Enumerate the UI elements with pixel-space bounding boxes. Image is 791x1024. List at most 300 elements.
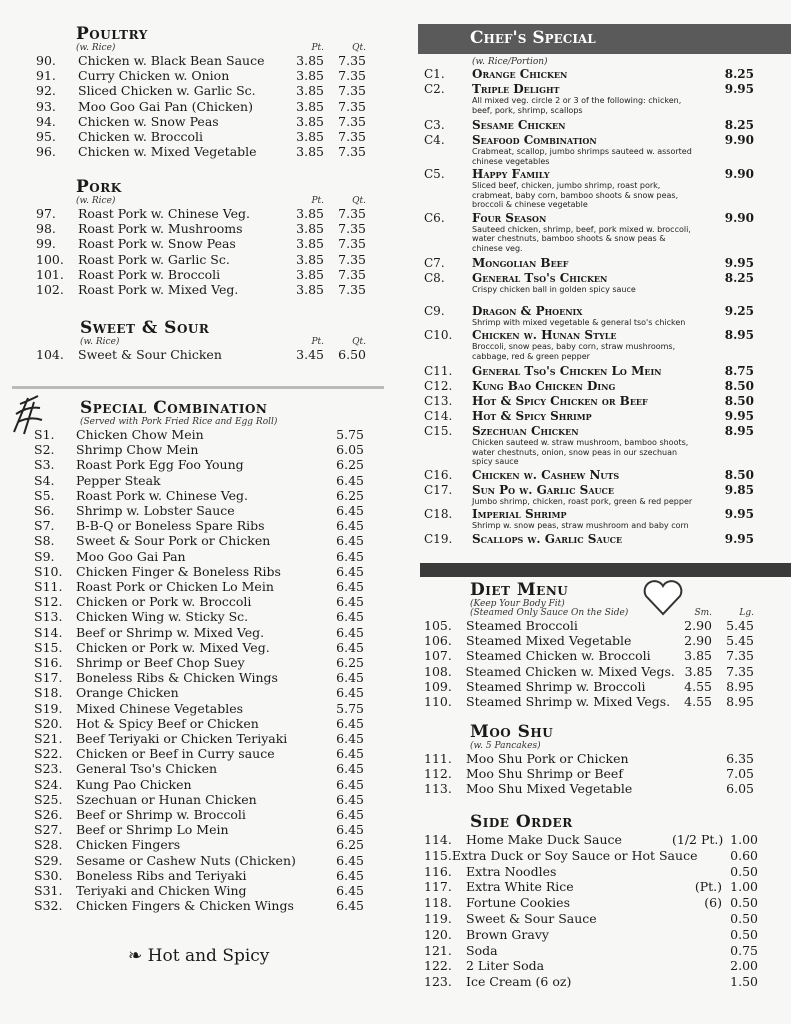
item-name: 2 Liter Soda [466, 958, 545, 974]
pt-header: Pt. [311, 337, 324, 347]
list-item [34, 579, 364, 594]
item-number: 94. [36, 113, 56, 129]
item-number: C12. [424, 379, 453, 393]
list-item [424, 927, 758, 943]
chili-icon: ❧ [128, 946, 143, 966]
item-description: Shrimp with mixed vegetable & general tso's chicken [472, 317, 686, 327]
item-number: 90. [36, 53, 56, 68]
chef-item-row [424, 394, 754, 408]
item-note [672, 927, 722, 943]
chef-item [424, 532, 754, 546]
item-price: 6.45 [336, 670, 364, 686]
list-item [424, 648, 754, 663]
item-name: General Tso's Chicken Lo Mein [472, 364, 662, 378]
item-price: 6.45 [336, 791, 364, 807]
list-item [34, 442, 364, 457]
item-number: 120. [424, 926, 452, 942]
item-name: Moo Goo Gai Pan [76, 548, 186, 564]
list-item [34, 883, 364, 898]
item-description: Sliced beef, chicken, jumbo shrimp, roast pork, crabmeat, baby corn, bamboo shoots & snow peas, broccoli & chinese vegetable [472, 181, 679, 209]
list-item [34, 549, 364, 564]
item-number: 96. [36, 144, 56, 160]
item-price: 6.45 [336, 898, 364, 914]
item-name: Boneless Ribs and Teriyaki [76, 867, 247, 883]
item-number: C1. [424, 67, 445, 81]
item-name: B-B-Q or Boneless Spare Ribs [76, 518, 265, 534]
item-name: Extra Noodles [466, 863, 557, 879]
list-item [36, 221, 366, 236]
item-name: Chicken w. Broccoli [78, 129, 203, 145]
price-small: 3.85 [296, 83, 324, 99]
item-name: Hot & Spicy Beef or Chicken [76, 715, 259, 731]
price-small: 3.85 [296, 251, 324, 267]
item-name: Roast Pork w. Broccoli [78, 266, 221, 282]
section-subtitle: (Keep Your Body Fit) [470, 599, 565, 609]
item-number: 91. [36, 68, 56, 84]
item-note: (6) [704, 895, 722, 911]
item-number: C18. [424, 507, 453, 521]
item-number: 111. [424, 751, 452, 766]
chef-item-row [424, 304, 754, 318]
price-small: 3.85 [296, 129, 324, 145]
list-item [34, 701, 364, 716]
item-name: Roast Pork Egg Foo Young [76, 457, 244, 473]
price-large: 7.35 [338, 236, 366, 252]
item-price: 9.90 [724, 167, 754, 181]
list-item [36, 282, 366, 297]
item-price: 6.45 [336, 472, 364, 488]
list-item [36, 83, 366, 98]
pt-header: Pt. [311, 196, 324, 206]
chef-item-row [424, 67, 754, 81]
chef-item [424, 304, 754, 328]
item-name: Mixed Chinese Vegetables [76, 700, 244, 716]
item-price: 0.50 [730, 910, 758, 926]
chef-item-row [424, 379, 754, 393]
chef-item [424, 167, 754, 210]
price-small: 4.55 [684, 678, 712, 694]
item-number: C17. [424, 482, 453, 497]
moo-shu-section [424, 722, 754, 797]
chef-item-row [424, 328, 754, 342]
chef-item [424, 379, 754, 393]
item-number: 122. [424, 958, 452, 974]
item-price: 6.45 [336, 852, 364, 868]
chef-item-row [424, 211, 754, 225]
list-item [424, 974, 758, 990]
item-number: 100. [36, 251, 64, 267]
item-name: Chicken w. Black Bean Sauce [78, 53, 265, 68]
item-number: S5. [34, 487, 55, 503]
item-name: Roast Pork w. Chinese Veg. [78, 206, 251, 221]
item-number: 101. [36, 266, 64, 282]
price-small: 3.45 [296, 347, 324, 362]
item-name: Extra Duck or Soy Sauce or Hot Sauce [451, 847, 698, 863]
item-name: Imperial Shrimp [472, 507, 567, 521]
lg-header: Lg. [739, 608, 754, 618]
item-price: 6.05 [336, 442, 364, 458]
item-number: C13. [424, 394, 453, 408]
item-name: Home Make Duck Sauce [466, 832, 622, 847]
item-name: Sesame or Cashew Nuts (Chicken) [76, 852, 296, 868]
section-subtitle: (w. Rice) [80, 337, 120, 347]
item-note [672, 911, 722, 927]
item-number: 112. [424, 766, 452, 782]
item-name: Sliced Chicken w. Garlic Sc. [78, 83, 256, 99]
chef-item-row [424, 424, 754, 438]
item-name: Happy Family [472, 167, 550, 181]
item-price: 5.75 [336, 427, 364, 442]
item-price: 6.45 [336, 579, 364, 595]
price-large: 7.35 [338, 251, 366, 267]
list-item [34, 564, 364, 579]
item-number: S10. [34, 563, 63, 579]
item-name: Steamed Chicken w. Mixed Vegs. [465, 663, 675, 679]
item-number: 114. [424, 832, 452, 847]
item-name: Seafood Combination [472, 133, 597, 147]
chef-item [424, 409, 754, 423]
section-subtitle: (w. Rice/Portion) [472, 57, 548, 67]
list-item [34, 853, 364, 868]
special-combination-section [34, 398, 364, 914]
item-price: 6.45 [336, 715, 364, 731]
item-name: Steamed Chicken w. Broccoli [466, 648, 651, 664]
list-item [424, 911, 758, 927]
item-number: 119. [424, 910, 452, 926]
item-name: Roast Pork w. Chinese Veg. [76, 487, 249, 503]
item-price: 6.25 [336, 655, 364, 671]
heart-icon [640, 578, 686, 618]
price-large: 7.35 [726, 648, 754, 664]
item-name: Chicken or Pork w. Mixed Veg. [76, 639, 270, 655]
item-number: C15. [424, 424, 453, 438]
chef-special-title: Chef's Special [470, 28, 596, 48]
item-name: Roast Pork or Chicken Lo Mein [76, 579, 274, 595]
price-small: 3.85 [296, 221, 324, 237]
item-number: C16. [424, 467, 453, 482]
list-item [34, 655, 364, 670]
chef-item-row [424, 468, 754, 482]
item-note [672, 864, 722, 880]
item-name: Chicken Wing w. Sticky Sc. [76, 609, 249, 625]
item-name: Moo Shu Mixed Vegetable [466, 781, 633, 797]
item-number: 113. [424, 781, 452, 797]
section-subtitle-2: (Steamed Only Sauce On the Side) [470, 608, 629, 618]
item-price: 8.25 [724, 118, 754, 132]
item-name: Triple Delight [472, 82, 560, 96]
item-price: 0.50 [730, 926, 758, 942]
item-number: C4. [424, 133, 445, 147]
item-number: 104. [36, 347, 64, 362]
chef-item [424, 328, 754, 361]
item-price: 0.60 [730, 847, 758, 863]
price-small: 3.85 [296, 53, 324, 68]
item-name: Pepper Steak [76, 472, 161, 488]
item-name: Mongolian Beef [472, 256, 569, 270]
item-name: Dragon & Phoenix [472, 303, 583, 318]
section-title: Poultry [76, 24, 148, 44]
chef-item [424, 364, 754, 378]
diet-menu-section [424, 580, 754, 709]
list-item [34, 625, 364, 640]
item-price: 9.95 [724, 531, 754, 546]
item-name: Beef or Shrimp w. Mixed Veg. [76, 624, 265, 640]
list-item [34, 822, 364, 837]
item-number: C19. [424, 531, 453, 546]
item-number: C14. [424, 409, 453, 423]
chef-item [424, 256, 754, 270]
qt-header: Qt. [352, 43, 366, 53]
item-name: Shrimp or Beef Chop Suey [76, 655, 245, 671]
chef-item-row [424, 532, 754, 546]
item-number: S18. [34, 685, 63, 701]
item-name: Chicken or Pork w. Broccoli [76, 594, 252, 610]
item-price: 6.25 [336, 487, 364, 503]
item-note [672, 974, 722, 990]
pork-section [36, 177, 366, 297]
item-number: 116. [424, 863, 452, 879]
chef-item [424, 211, 754, 254]
list-item [34, 716, 364, 731]
item-number: S7. [34, 518, 55, 534]
item-number: S26. [34, 807, 63, 823]
price-large: 6.50 [338, 347, 366, 362]
list-item [34, 807, 364, 822]
section-subtitle: (w. 5 Pancakes) [470, 741, 541, 751]
item-number: 105. [424, 618, 452, 633]
poultry-section [36, 24, 366, 159]
item-price: 8.25 [724, 67, 754, 81]
chef-item-row [424, 82, 754, 96]
item-name: Chicken or Beef in Curry sauce [76, 746, 275, 762]
list-item [36, 68, 366, 83]
chef-item-row [424, 507, 754, 521]
item-number: 97. [36, 206, 56, 221]
price-small: 3.85 [296, 98, 324, 114]
item-number: 109. [424, 678, 452, 694]
item-number: S13. [34, 609, 63, 625]
item-number: C11. [424, 364, 453, 378]
price-small: 3.85 [684, 648, 712, 664]
item-number: S23. [34, 761, 63, 777]
item-name: Moo Shu Pork or Chicken [466, 751, 629, 766]
list-item [34, 777, 364, 792]
item-name: Kung Bao Chicken Ding [472, 379, 616, 393]
price-large: 7.35 [338, 221, 366, 237]
item-name: Chicken Fingers & Chicken Wings [76, 898, 294, 914]
item-number: S2. [34, 442, 55, 458]
list-item [34, 473, 364, 488]
chef-item [424, 424, 754, 467]
item-name: Chicken Fingers [76, 837, 181, 853]
item-number: S32. [34, 898, 63, 914]
item-name: Extra White Rice [466, 879, 574, 895]
item-number: 106. [424, 633, 452, 649]
item-price: 6.35 [726, 751, 754, 766]
item-note [672, 958, 722, 974]
item-name: General Tso's Chicken [76, 761, 218, 777]
price-large: 8.95 [726, 694, 754, 710]
list-item [34, 427, 364, 442]
item-description: Chicken sauteed w. straw mushroom, bamboo shoots, water chestnuts, onion, snow peas in our szechuan spicy sauce [472, 438, 689, 466]
item-price: 6.45 [336, 685, 364, 701]
list-item [424, 879, 758, 895]
price-large: 7.35 [338, 266, 366, 282]
item-price: 8.95 [724, 424, 754, 438]
item-price: 8.25 [724, 271, 754, 285]
item-price: 6.45 [336, 533, 364, 549]
section-title: Side Order [470, 812, 573, 832]
item-price: 1.00 [730, 879, 758, 895]
list-item [34, 868, 364, 883]
price-large: 7.35 [338, 282, 366, 298]
item-name: Sesame Chicken [472, 118, 566, 132]
item-price: 6.45 [336, 518, 364, 534]
list-item [36, 144, 366, 159]
list-item [36, 206, 366, 221]
item-name: Roast Pork w. Garlic Sc. [78, 251, 230, 267]
item-number: C2. [424, 82, 445, 96]
list-item [424, 766, 754, 781]
item-price: 6.45 [336, 624, 364, 640]
item-number: S22. [34, 746, 63, 762]
chef-item-row [424, 483, 754, 497]
list-item [424, 848, 758, 864]
item-name: Sweet & Sour Pork or Chicken [76, 533, 271, 549]
item-number: S6. [34, 503, 55, 519]
item-name: Shrimp w. Lobster Sauce [76, 503, 235, 519]
item-name: Roast Pork w. Mixed Veg. [78, 282, 239, 298]
item-price: 9.85 [724, 482, 754, 497]
item-name: Scallops w. Garlic Sauce [472, 531, 623, 546]
item-number: 99. [36, 236, 56, 252]
item-name: Fortune Cookies [466, 895, 570, 911]
item-name: Hot & Spicy Shrimp [472, 409, 592, 423]
list-item [34, 503, 364, 518]
chef-special-section [424, 58, 754, 547]
list-item [424, 864, 758, 880]
list-item [34, 746, 364, 761]
box-border [12, 386, 384, 389]
chef-item [424, 82, 754, 115]
price-small: 2.90 [684, 633, 712, 649]
item-price: 1.50 [730, 974, 758, 990]
item-number: S24. [34, 776, 63, 792]
item-name: Sun Po w. Garlic Sauce [472, 482, 614, 497]
price-large: 7.35 [338, 113, 366, 129]
item-number: S1. [34, 427, 55, 442]
item-price: 6.45 [336, 883, 364, 899]
item-name: Orange Chicken [472, 67, 568, 81]
item-number: S28. [34, 837, 63, 853]
legend-text: Hot and Spicy [147, 946, 270, 966]
item-name: Soda [466, 942, 498, 958]
item-number: S25. [34, 791, 63, 807]
item-name: Szechuan or Hunan Chicken [76, 791, 257, 807]
item-price: 6.45 [336, 807, 364, 823]
sweet-sour-section [36, 318, 366, 362]
list-item [34, 837, 364, 852]
item-price: 8.75 [724, 364, 754, 378]
price-large: 5.45 [726, 633, 754, 649]
list-item [36, 53, 366, 68]
item-price: 8.95 [724, 328, 754, 342]
item-name: Chicken w. Cashew Nuts [472, 467, 620, 482]
item-price: 6.45 [336, 731, 364, 747]
list-item [34, 609, 364, 624]
item-price: 9.95 [724, 82, 754, 96]
item-name: Curry Chicken w. Onion [78, 68, 230, 84]
item-number: S14. [34, 624, 63, 640]
item-description: Crabmeat, scallop, jumbo shrimps sauteed w. assorted chinese vegetables [472, 147, 692, 166]
chef-item-row [424, 271, 754, 285]
item-number: S21. [34, 731, 63, 747]
price-small: 4.55 [684, 694, 712, 710]
chef-item-row [424, 256, 754, 270]
item-number: 110. [424, 694, 452, 710]
item-price: 0.50 [730, 895, 758, 911]
item-number: 115. [424, 847, 452, 863]
item-price: 6.45 [336, 548, 364, 564]
item-name: Chicken w. Hunan Style [472, 328, 617, 342]
item-price: 6.45 [336, 503, 364, 519]
item-name: Sweet & Sour Sauce [466, 910, 597, 926]
item-number: C7. [424, 256, 445, 270]
item-name: Chicken w. Snow Peas [78, 113, 219, 129]
item-number: S30. [34, 867, 63, 883]
list-item [424, 781, 754, 796]
list-item [36, 129, 366, 144]
chef-item [424, 271, 754, 295]
item-number: S27. [34, 822, 63, 838]
item-price: 0.75 [730, 942, 758, 958]
item-number: 108. [424, 663, 452, 679]
price-small: 3.85 [296, 113, 324, 129]
list-item [36, 252, 366, 267]
price-large: 7.35 [338, 144, 366, 160]
list-item [34, 670, 364, 685]
list-item [36, 267, 366, 282]
chef-item-row [424, 167, 754, 181]
item-number: 118. [424, 895, 452, 911]
price-large: 7.35 [338, 83, 366, 99]
section-title: Diet Menu [470, 580, 569, 600]
list-item [424, 679, 754, 694]
item-number: S15. [34, 639, 63, 655]
item-name: Chicken Finger & Boneless Ribs [76, 563, 281, 579]
price-small: 3.85 [296, 206, 324, 221]
item-name: Steamed Broccoli [466, 618, 578, 633]
item-number: S29. [34, 852, 63, 868]
chef-item [424, 483, 754, 507]
item-name: Moo Goo Gai Pan (Chicken) [78, 98, 253, 114]
item-number: 95. [36, 129, 56, 145]
price-large: 7.35 [726, 663, 755, 679]
item-name: Four Season [472, 210, 547, 225]
list-item [424, 694, 754, 709]
list-item [34, 533, 364, 548]
item-name: General Tso's Chicken [472, 271, 608, 285]
list-item [34, 457, 364, 472]
item-price: 6.45 [336, 563, 364, 579]
item-price: 9.95 [724, 409, 754, 423]
chef-item [424, 67, 754, 81]
list-item [424, 618, 754, 633]
item-number: S3. [34, 457, 55, 473]
list-item [34, 761, 364, 776]
item-number: S17. [34, 670, 63, 686]
list-item [34, 685, 364, 700]
